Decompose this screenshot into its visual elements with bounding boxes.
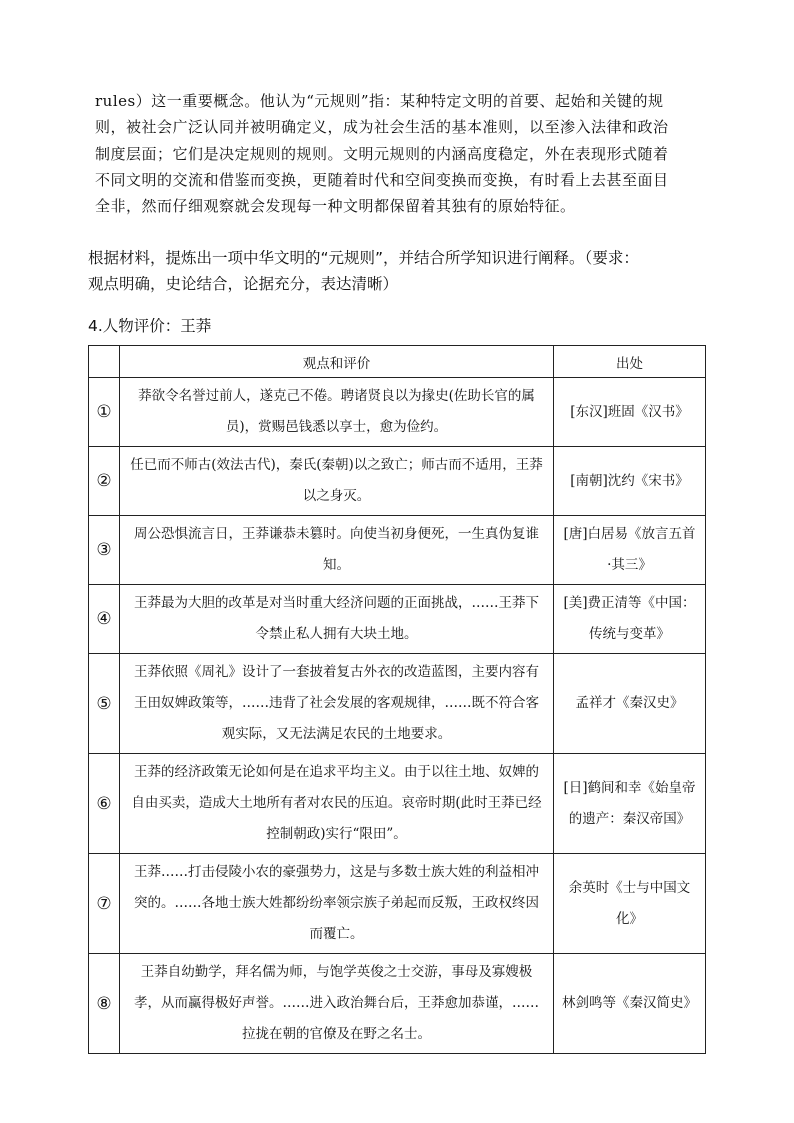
row-number: ⑧ [89,954,120,1054]
row-source: [日]鹤间和幸《始皇帝的遗产：秦汉帝国》 [554,754,706,854]
table-row [89,654,706,754]
row-view: 王莽依照《周礼》设计了一套披着复古外衣的改造蓝图，主要内容有王田奴婢政策等，……违背了社会发展的客观规律，……既不符合客观实际，又无法满足农民的土地要求。 [120,654,554,754]
material-passage [95,88,699,219]
passage-line: 不同文明的交流和借鉴而变换，更随着时代和空间变换而变换，有时看上去甚至面目 [95,170,669,189]
row-source: [唐]白居易《放言五首·其三》 [554,516,706,585]
section-heading: 4.人物评价：王莽 [88,317,212,335]
row-number: ④ [89,585,120,654]
row-source: 孟祥才《秦汉史》 [554,654,706,754]
header-number [89,346,120,378]
table-row [89,585,706,654]
passage-line: 全非，然而仔细观察就会发现每一种文明都保留着其独有的原始特征。 [95,197,576,216]
table-row [89,954,706,1054]
row-source: [南朝]沈约《宋书》 [554,447,706,516]
row-view: 王莽自幼勤学，拜名儒为师，与饱学英俊之士交游，事母及寡嫂极孝，从而赢得极好声誉。……进入政治舞台后，王莽愈加恭谨，……拉拢在朝的官僚及在野之名士。 [120,954,554,1054]
row-view: 周公恐惧流言日，王莽谦恭未篡时。向使当初身便死，一生真伪复谁知。 [120,516,554,585]
table-row [89,854,706,954]
question-prompt [88,245,708,297]
row-source: [美]费正清等《中国：传统与变革》 [554,585,706,654]
table-row [89,754,706,854]
row-source: 余英时《士与中国文化》 [554,854,706,954]
row-number: ⑥ [89,754,120,854]
row-number: ③ [89,516,120,585]
row-number: ① [89,378,120,447]
evaluation-table [88,345,706,1054]
table-row [89,378,706,447]
table-header-row [89,346,706,378]
header-view: 观点和评价 [120,346,554,378]
row-number: ⑤ [89,654,120,754]
row-source: 林剑鸣等《秦汉简史》 [554,954,706,1054]
table-row [89,447,706,516]
header-source: 出处 [554,346,706,378]
row-view: 任已而不师古(效法古代)，秦氏(秦朝)以之致亡；师古而不适用，王莽以之身灭。 [120,447,554,516]
question-line: 根据材料，提炼出一项中华文明的“元规则”，并结合所学知识进行阐释。（要求： [88,249,639,267]
row-view: 王莽……打击侵陵小农的豪强势力，这是与多数士族大姓的利益相冲突的。……各地士族大姓都纷纷率领宗族子弟起而反叛，王政权终因而覆亡。 [120,854,554,954]
passage-line: rules）这一重要概念。他认为“元规则”指：某种特定文明的首要、起始和关键的规 [95,92,664,110]
passage-line: 则，被社会广泛认同并被明确定义，成为社会生活的基本准则，以至渗入法律和政治 [95,118,669,137]
row-view: 莽欲令名誉过前人，遂克己不倦。聘诸贤良以为掾史(佐助长官的属员)，赏赐邑钱悉以享士，愈为俭约。 [120,378,554,447]
row-view: 王莽的经济政策无论如何是在追求平均主义。由于以往土地、奴婢的自由买卖，造成大土地所有者对农民的压迫。哀帝时期(此时王莽已经控制朝政)实行“限田”。 [120,754,554,854]
row-number: ② [89,447,120,516]
row-number: ⑦ [89,854,120,954]
row-source: [东汉]班固《汉书》 [554,378,706,447]
row-view: 王莽最为大胆的改革是对当时重大经济问题的正面挑战，……王莽下令禁止私人拥有大块土地。 [120,585,554,654]
question-line: 观点明确，史论结合，论据充分，表达清晰） [88,275,399,293]
passage-line: 制度层面；它们是决定规则的规则。文明元规则的内涵高度稳定，外在表现形式随着 [95,144,669,163]
table-row [89,516,706,585]
